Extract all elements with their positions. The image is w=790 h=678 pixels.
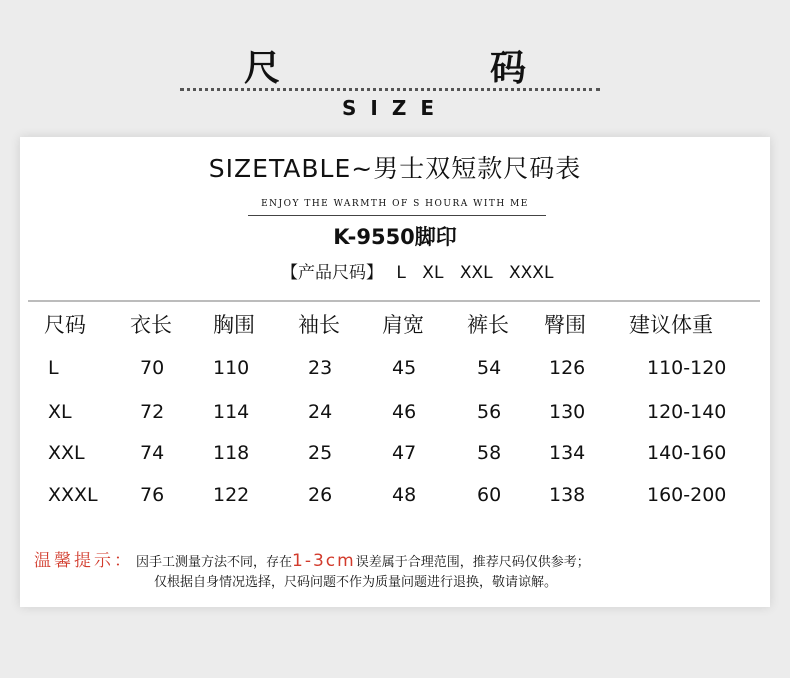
tagline-underline xyxy=(248,215,546,216)
column-header-chest: 胸围 xyxy=(213,313,255,337)
table-cell: 58 xyxy=(477,442,502,464)
table-cell: XXXL xyxy=(48,484,98,506)
table-cell: 118 xyxy=(213,442,250,464)
table-cell: 70 xyxy=(140,357,165,379)
table-cell: 110-120 xyxy=(647,357,727,379)
column-header-pants-length: 裤长 xyxy=(467,313,509,337)
note-line-1 xyxy=(34,546,590,571)
product-size: XL xyxy=(422,263,444,283)
product-size: XXL xyxy=(459,263,493,283)
table-cell: 45 xyxy=(392,357,417,379)
tagline: ENJOY THE WARMTH OF S HOURA WITH ME xyxy=(261,199,529,209)
note-text-a: 因手工测量方法不同，存在 xyxy=(136,555,293,570)
table-cell: 122 xyxy=(213,484,250,506)
table-cell: 134 xyxy=(549,442,586,464)
header-title-char-2: 码 xyxy=(490,48,527,89)
column-header-length: 衣长 xyxy=(130,313,172,337)
column-header-sleeve: 袖长 xyxy=(298,313,340,337)
table-top-rule xyxy=(28,300,760,302)
product-size: XXXL xyxy=(509,263,554,283)
table-cell: 46 xyxy=(392,401,417,423)
table-cell: 74 xyxy=(140,442,165,464)
table-cell: 72 xyxy=(140,401,165,423)
card-title: SIZETABLE~男士双短款尺码表 xyxy=(208,154,582,183)
table-cell: 60 xyxy=(477,484,502,506)
product-sizes-label: 【产品尺码】 xyxy=(281,263,383,283)
note-line-2: 仅根据自身情况选择，尺码问题不作为质量问题进行退换，敬请谅解。 xyxy=(154,575,558,590)
table-cell: 138 xyxy=(549,484,586,506)
model-number: K-9550脚印 xyxy=(333,225,457,249)
table-cell: 76 xyxy=(140,484,165,506)
table-cell: XXL xyxy=(48,442,85,464)
table-cell: 130 xyxy=(549,401,586,423)
table-cell: 26 xyxy=(308,484,333,506)
header-title-char-1: 尺 xyxy=(244,48,281,89)
table-cell: 56 xyxy=(477,401,502,423)
table-cell: 23 xyxy=(308,357,333,379)
table-cell: 160-200 xyxy=(647,484,727,506)
header-divider xyxy=(180,88,600,91)
note-text-b: 误差属于合理范围，推荐尺码仅供参考； xyxy=(355,555,590,570)
product-sizes xyxy=(281,258,564,283)
column-header-size: 尺码 xyxy=(44,313,86,337)
table-cell: 47 xyxy=(392,442,417,464)
table-cell: 114 xyxy=(213,401,250,423)
note-range: 1-3cm xyxy=(292,551,356,571)
table-cell: 48 xyxy=(392,484,417,506)
column-header-hip: 臀围 xyxy=(544,313,586,337)
page-header xyxy=(0,40,790,90)
table-cell: 126 xyxy=(549,357,586,379)
table-cell: 24 xyxy=(308,401,333,423)
column-header-weight: 建议体重 xyxy=(629,313,713,337)
size-table-card xyxy=(20,137,770,607)
note-label: 温馨提示： xyxy=(34,551,134,571)
product-size: L xyxy=(396,263,406,283)
table-cell: 54 xyxy=(477,357,502,379)
column-header-shoulder: 肩宽 xyxy=(382,313,424,337)
table-cell: 25 xyxy=(308,442,333,464)
table-cell: 140-160 xyxy=(647,442,727,464)
table-cell: L xyxy=(48,357,59,379)
header-subtitle: SIZE xyxy=(341,96,448,120)
table-cell: XL xyxy=(48,401,72,423)
table-cell: 120-140 xyxy=(647,401,727,423)
table-cell: 110 xyxy=(213,357,250,379)
